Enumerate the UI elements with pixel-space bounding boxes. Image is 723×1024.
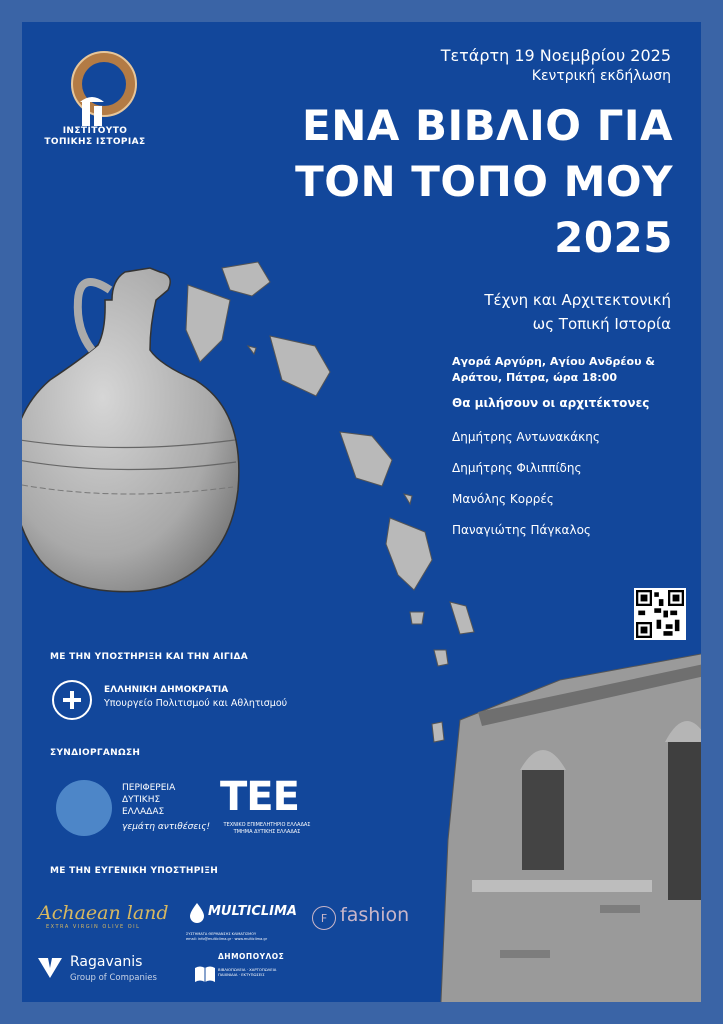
ministry-name: Υπουργείο Πολιτισμού και Αθλητισμού bbox=[104, 698, 288, 709]
speaker-name: Μανόλης Κορρές bbox=[452, 492, 554, 506]
speaker-name: Παναγιώτης Πάγκαλος bbox=[452, 523, 591, 537]
dimopoulos-subtitle-line1: ΒΙΒΛΙΟΠΩΛΕΙΑ · ΧΑΡΤΟΠΩΛΕΙΑ bbox=[218, 967, 277, 972]
dimopoulos-subtitle bbox=[218, 967, 298, 977]
region-name bbox=[122, 782, 175, 818]
ragavanis-logo: Ragavanis bbox=[70, 954, 143, 970]
subtitle bbox=[484, 288, 671, 336]
page-title bbox=[295, 98, 673, 266]
logo-text-line2: ΤΟΠΙΚΗΣ ΙΣΤΟΡΙΑΣ bbox=[44, 137, 146, 147]
logo-text-line1: ΙΝΣΤΙΤΟΥΤΟ bbox=[62, 126, 128, 136]
venue-line2: Αράτου, Πάτρα, ώρα 18:00 bbox=[452, 371, 618, 384]
region-line: ΠΕΡΙΦΕΡΕΙΑ bbox=[122, 783, 176, 793]
event-date: Τετάρτη 19 Νοεμβρίου 2025 bbox=[440, 46, 671, 65]
institute-logo-icon bbox=[52, 46, 142, 136]
multiclima-logo-icon bbox=[188, 902, 206, 924]
subtitle-line2: ως Τοπική Ιστορία bbox=[532, 315, 671, 333]
fashion-logo: fashion bbox=[340, 904, 410, 926]
dimopoulos-subtitle-line2: ΠΑΙΧΝΙΔΙΑ · ΕΚΤΥΠΩΣΕΙΣ bbox=[218, 972, 265, 977]
dimopoulos-logo: ΔΗΜΟΠΟΥΛΟΣ bbox=[218, 952, 285, 961]
region-logo-icon bbox=[56, 780, 112, 836]
poster bbox=[22, 22, 701, 1002]
multiclima-subtitle-line2: email: info@multiclima.gr · www.multiclima.gr bbox=[186, 937, 268, 941]
qr-code-icon[interactable] bbox=[634, 588, 686, 640]
speakers-heading: Θα μιλήσουν οι αρχιτέκτονες bbox=[452, 396, 650, 410]
speaker-name: Δημήτρης Αντωνακάκης bbox=[452, 430, 600, 444]
hellenic-republic: ΕΛΛΗΝΙΚΗ ΔΗΜΟΚΡΑΤΙΑ bbox=[104, 685, 229, 695]
title-line1: ΕΝΑ ΒΙΒΛΙΟ ΓΙΑ bbox=[302, 101, 673, 150]
tee-subtitle-line1: ΤΕΧΝΙΚΟ ΕΠΙΜΕΛΗΤΗΡΙΟ ΕΛΛΑΔΑΣ bbox=[223, 822, 311, 828]
greek-emblem-icon bbox=[52, 680, 92, 720]
multiclima-subtitle-line1: ΣΥΣΤΗΜΑΤΑ ΘΕΡΜΑΝΣΗΣ ΚΛΙΜΑΤΙΣΜΟΥ bbox=[186, 932, 257, 936]
achaean-subtitle: EXTRA VIRGIN OLIVE OIL bbox=[46, 924, 141, 930]
multiclima-logo: MULTICLIMA bbox=[208, 904, 297, 919]
tee-logo: ΤΕΕ bbox=[220, 774, 299, 820]
speaker-name: Δημήτρης Φιλιππίδης bbox=[452, 461, 582, 475]
event-type: Κεντρική εκδήλωση bbox=[531, 68, 671, 84]
fashion-logo-icon: F bbox=[312, 906, 336, 930]
subtitle-line1: Τέχνη και Αρχιτεκτονική bbox=[484, 291, 671, 309]
multiclima-subtitle bbox=[186, 932, 306, 942]
region-line: ΔΥΤΙΚΗΣ bbox=[122, 795, 161, 805]
achaean-land-logo: Achaean land bbox=[38, 902, 169, 924]
book-icon bbox=[194, 964, 216, 984]
organization-heading: ΣΥΝΔΙΟΡΓΑΝΩΣΗ bbox=[50, 748, 141, 758]
ragavanis-logo-icon bbox=[38, 958, 62, 978]
tee-subtitle-line2: ΤΜΗΜΑ ΔΥΤΙΚΗΣ ΕΛΛΑΔΑΣ bbox=[233, 829, 301, 835]
venue-line1: Αγορά Αργύρη, Αγίου Ανδρέου & bbox=[452, 355, 655, 368]
region-line: ΕΛΛΑΔΑΣ bbox=[122, 807, 165, 817]
sponsors-heading: ΜΕ ΤΗΝ ΕΥΓΕΝΙΚΗ ΥΠΟΣΤΗΡΙΞΗ bbox=[50, 866, 219, 876]
ragavanis-subtitle: Group of Companies bbox=[70, 973, 157, 983]
tee-subtitle bbox=[222, 822, 312, 836]
support-heading: ΜΕ ΤΗΝ ΥΠΟΣΤΗΡΙΞΗ ΚΑΙ ΤΗΝ ΑΙΓΙΔΑ bbox=[50, 652, 249, 662]
stone-building-icon bbox=[440, 650, 701, 1002]
title-line3: 2025 bbox=[554, 213, 673, 262]
venue bbox=[452, 354, 682, 386]
logo-text bbox=[30, 126, 160, 148]
region-slogan: γεμάτη αντιθέσεις! bbox=[122, 822, 211, 832]
title-line2: ΤΟΝ ΤΟΠΟ ΜΟΥ bbox=[295, 157, 673, 206]
